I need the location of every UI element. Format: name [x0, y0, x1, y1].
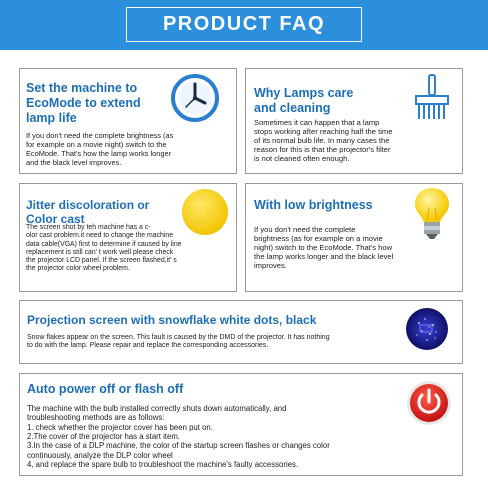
card-text-line: the projector color wheel problem. — [26, 265, 130, 273]
card-text — [27, 334, 397, 351]
card-title-line: EcoMode to extend — [26, 95, 141, 110]
card-text-line: for example on a movie night) switch to the — [26, 139, 167, 149]
clock-icon — [170, 73, 220, 123]
card-text-line: is not cleaned often enough. — [254, 154, 350, 164]
cleaning-brush-icon — [408, 72, 456, 122]
card-text-line: continuously, analyze the DLP color wheel — [27, 450, 173, 460]
card-text-line: 2.The cover of the projector has a start item. — [27, 432, 180, 442]
card-text-line: to do with the lamp. Please repair and replace the corresponding accessories. — [27, 342, 269, 350]
card-title — [27, 382, 327, 397]
faq-card-color-cast — [19, 183, 237, 292]
faq-card-auto-power-off — [19, 373, 463, 476]
card-title-line: Auto power off or flash off — [27, 382, 184, 396]
faq-card-ecomode — [19, 68, 237, 174]
snowflake-screen-icon — [405, 307, 449, 351]
card-text-line: of its normal bulb life. In many cases the — [254, 136, 390, 146]
card-title-line: and cleaning — [254, 100, 331, 115]
yellow-circle-icon — [180, 187, 230, 237]
card-text-line: The screen shot by teh machine has a c- — [26, 224, 151, 231]
card-title — [26, 198, 156, 226]
card-title — [26, 81, 166, 125]
card-title-line: Color cast — [26, 212, 85, 227]
card-text-line: and the black level improves. — [26, 157, 122, 167]
page-title: PRODUCT FAQ — [162, 13, 326, 35]
title-frame — [126, 7, 362, 42]
power-button-icon — [406, 380, 452, 426]
card-title-line: With low brightness — [254, 198, 373, 212]
faq-card-low-brightness — [245, 183, 463, 292]
card-text-line: night) switch to the EcoMode. That's how — [254, 243, 393, 253]
card-text-line: improves. — [254, 261, 287, 271]
card-text-line: EcoMode. That's how the lamp works longer — [26, 148, 172, 158]
card-text — [27, 404, 447, 469]
card-text-line: replacement is still can' t work well please check — [26, 248, 174, 256]
card-text-line: the lamp works longer and the black level — [254, 252, 394, 262]
card-title-line: Projection screen with snowflake white dots, black — [27, 313, 317, 327]
card-text-line: reason for this is that the projector's filter — [254, 145, 391, 155]
card-text-line: If you don't need the complete — [254, 225, 356, 234]
card-text-line: 3.In the case of a DLP machine, the color of the startup screen flashes or changes color — [27, 441, 330, 451]
card-title — [254, 198, 404, 213]
card-text-line: the projector LCD panel. If the screen flashed,it' s — [26, 257, 177, 265]
card-title — [254, 86, 394, 116]
light-bulb-icon — [412, 186, 452, 242]
card-title-line: Why Lamps care — [254, 86, 354, 100]
card-text — [26, 132, 232, 168]
faq-card-snowflake-dots — [19, 300, 463, 364]
card-text-line: Sometimes it can happen that a lamp — [254, 118, 380, 127]
card-title-line: lamp life — [26, 110, 77, 125]
card-title — [27, 313, 397, 327]
faq-card-lamp-care — [245, 68, 463, 174]
card-text-line: brightness (as for example on a movie — [254, 234, 383, 244]
card-text-line: 1. check whether the projector cover has been put on. — [27, 422, 213, 432]
card-text-line: The machine with the bulb installed correctly shuts down automatically, and — [27, 404, 287, 413]
card-text-line: If you don't need the complete brightness (as — [26, 131, 174, 140]
header-banner — [0, 0, 488, 50]
card-text — [254, 118, 454, 164]
card-text-line: data cable(VGA) first to determine if caused by line — [26, 240, 182, 248]
card-text-line: olor cast problem.it need to change the machine — [26, 232, 174, 240]
card-text-line: troubleshooting methods are as follows: — [27, 413, 165, 423]
card-text-line: 4, and replace the spare bulb to troubleshoot the machine's faulty accessories. — [27, 460, 299, 470]
card-text-line: stops working after reaching half the time — [254, 127, 393, 137]
card-text-line: Snow flakes appear on the screen. This fault is caused by the DMD of the projector. It has nothing — [27, 334, 330, 341]
card-title-line: Set the machine to — [26, 81, 138, 95]
card-title-line: Jitter discoloration or — [26, 198, 150, 212]
